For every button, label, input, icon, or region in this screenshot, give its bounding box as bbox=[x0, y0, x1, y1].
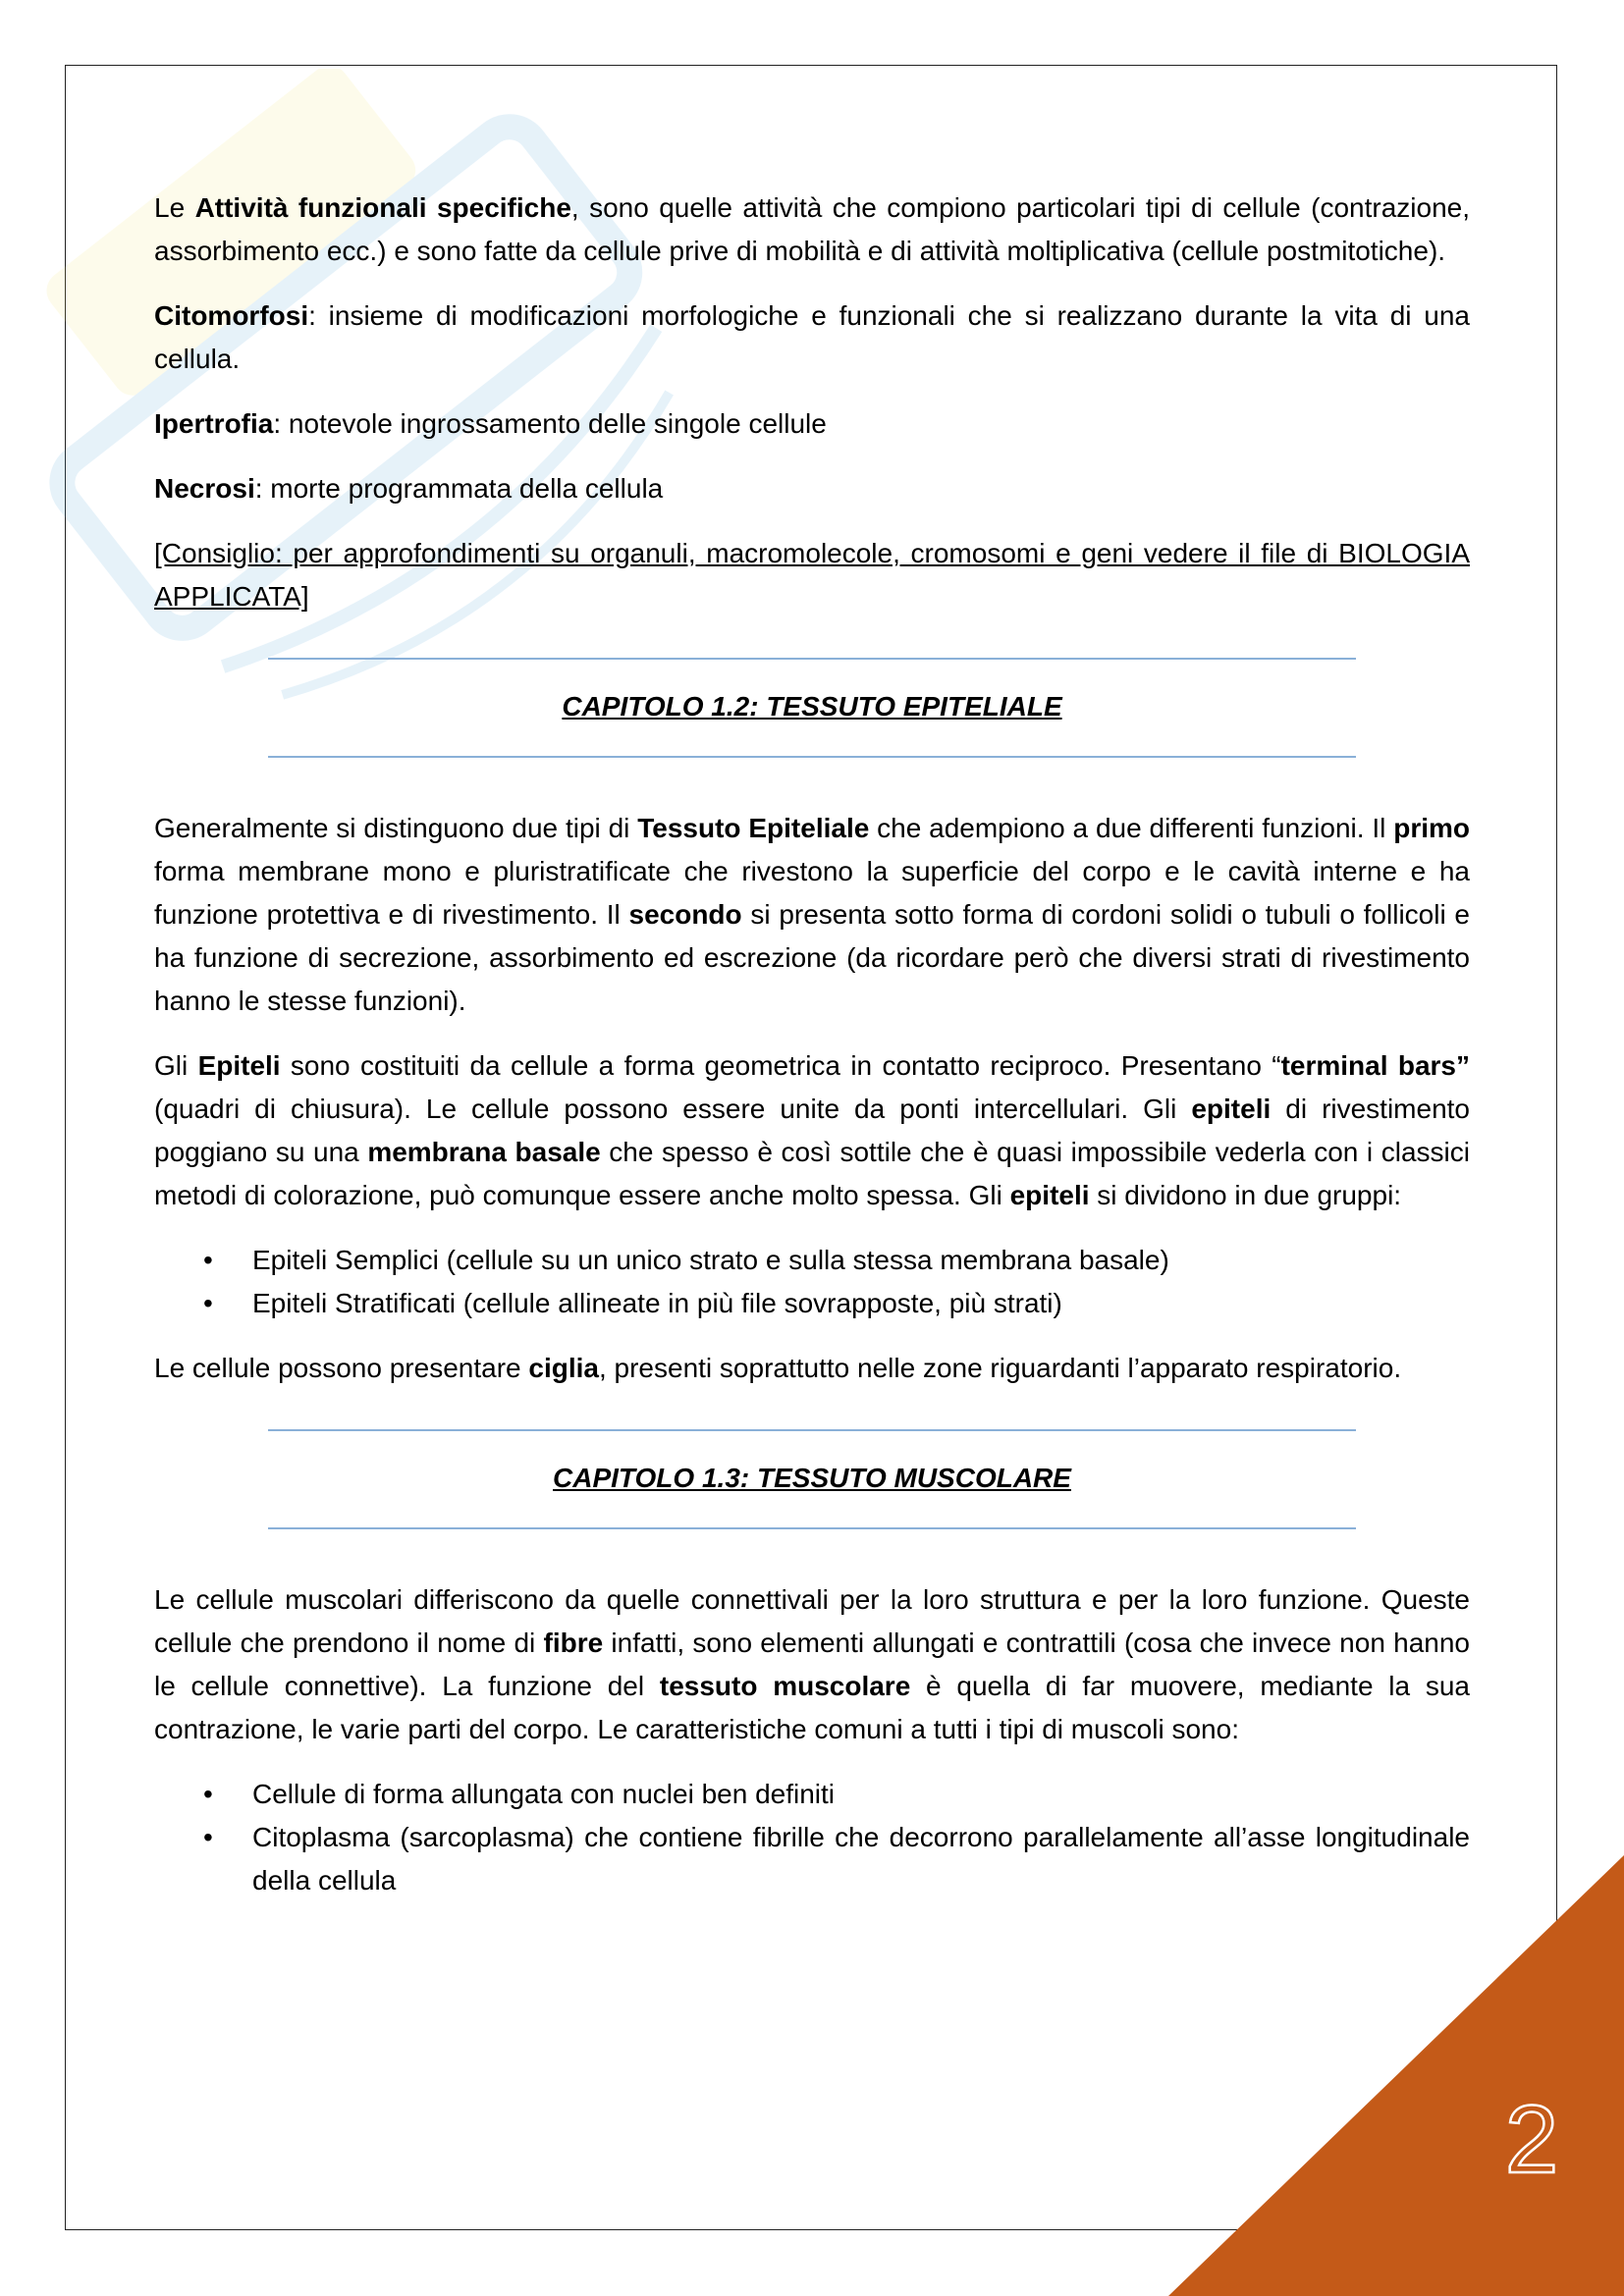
paragraph-epiteli: Gli Epiteli sono costituiti da cellule a forma geometrica in contatto reciproco. Presentano “terminal bars” (quadri di chiusura). Le cellule possono essere unite da ponti intercellulari. Gli epiteli di rivestimento poggiano su una membrana basale che spesso è così sottile che è quasi impossibile vederla con i classici metodi di colorazione, può comunque essere anche molto spessa. Gli epiteli si dividono in due gruppi: bbox=[154, 1050, 1471, 1210]
paragraph-muscolare-intro: Le cellule muscolari differiscono da quelle connettivali per la loro struttura e per la loro funzione. Queste cellule che prendono il nome di fibre infatti, sono elementi allungati e contrattili (cosa che invece non hanno le cellule connettive). La funzione del tessuto muscolare è quella di far muovere, mediante la sua contrazione, le varie parti del corpo. Le caratteristiche comuni a tutti i tipi di muscoli sono: bbox=[154, 1584, 1470, 1744]
paragraph-ciglia: Le cellule possono presentare ciglia, presenti soprattutto nelle zone riguardanti l’apparato respiratorio. bbox=[154, 1353, 1402, 1383]
heading-title: CAPITOLO 1.3: TESSUTO MUSCOLARE bbox=[553, 1463, 1071, 1493]
list-item: • Epiteli Stratificati (cellule allineate in più file sovrapposte, più strati) bbox=[154, 1282, 1470, 1325]
paragraph-attivita: Le Attività funzionali specifiche, sono quelle attività che compiono particolari tipi di cellule (contrazione, assorbimento ecc.) e sono fatte da cellule prive di mobilità e di attività moltiplicativa (cellule postmitotiche). bbox=[154, 192, 1470, 266]
paragraph-consiglio: [Consiglio: per approfondimenti su organuli, macromolecole, cromosomi e geni vedere il file di BIOLOGIA APPLICATA] bbox=[154, 538, 1470, 612]
heading-rule-top bbox=[268, 658, 1356, 660]
page-number: 2 bbox=[1504, 2085, 1559, 2193]
list-item: • Citoplasma (sarcoplasma) che contiene fibrille che decorrono parallelamente all’asse longitudinale della cellula bbox=[154, 1816, 1470, 1902]
bullet-list-epiteli bbox=[154, 1239, 1470, 1325]
paragraph-citomorfosi: Citomorfosi: insieme di modificazioni morfologiche e funzionali che si realizzano durante la vita di una cellula. bbox=[154, 300, 1470, 374]
list-item: • Cellule di forma allungata con nuclei ben definiti bbox=[154, 1773, 1470, 1816]
document-body bbox=[154, 187, 1470, 1924]
paragraph-necrosi: Necrosi: morte programmata della cellula bbox=[154, 473, 664, 504]
list-item: • Epiteli Semplici (cellule su un unico strato e sulla stessa membrana basale) bbox=[154, 1239, 1470, 1282]
heading-rule-bottom bbox=[268, 756, 1356, 758]
bullet-list-muscoli bbox=[154, 1773, 1470, 1902]
heading-rule-bottom bbox=[268, 1527, 1356, 1529]
heading-rule-top bbox=[268, 1429, 1356, 1431]
section-heading-muscolare bbox=[154, 1429, 1470, 1529]
paragraph-ipertrofia: Ipertrofia: notevole ingrossamento delle singole cellule bbox=[154, 408, 827, 439]
section-heading-epiteliale bbox=[154, 658, 1470, 758]
heading-title: CAPITOLO 1.2: TESSUTO EPITELIALE bbox=[562, 691, 1062, 721]
paragraph-epiteliale-intro: Generalmente si distinguono due tipi di Tessuto Epiteliale che adempiono a due differenti funzioni. Il primo forma membrane mono e pluristratificate che rivestono la superficie del corpo e le cavità interne e ha funzione protettiva e di rivestimento. Il secondo si presenta sotto forma di cordoni solidi o tubuli o follicoli e ha funzione di secrezione, assorbimento ed escrezione (da ricordare però che diversi strati di rivestimento hanno le stesse funzioni). bbox=[154, 813, 1470, 1016]
